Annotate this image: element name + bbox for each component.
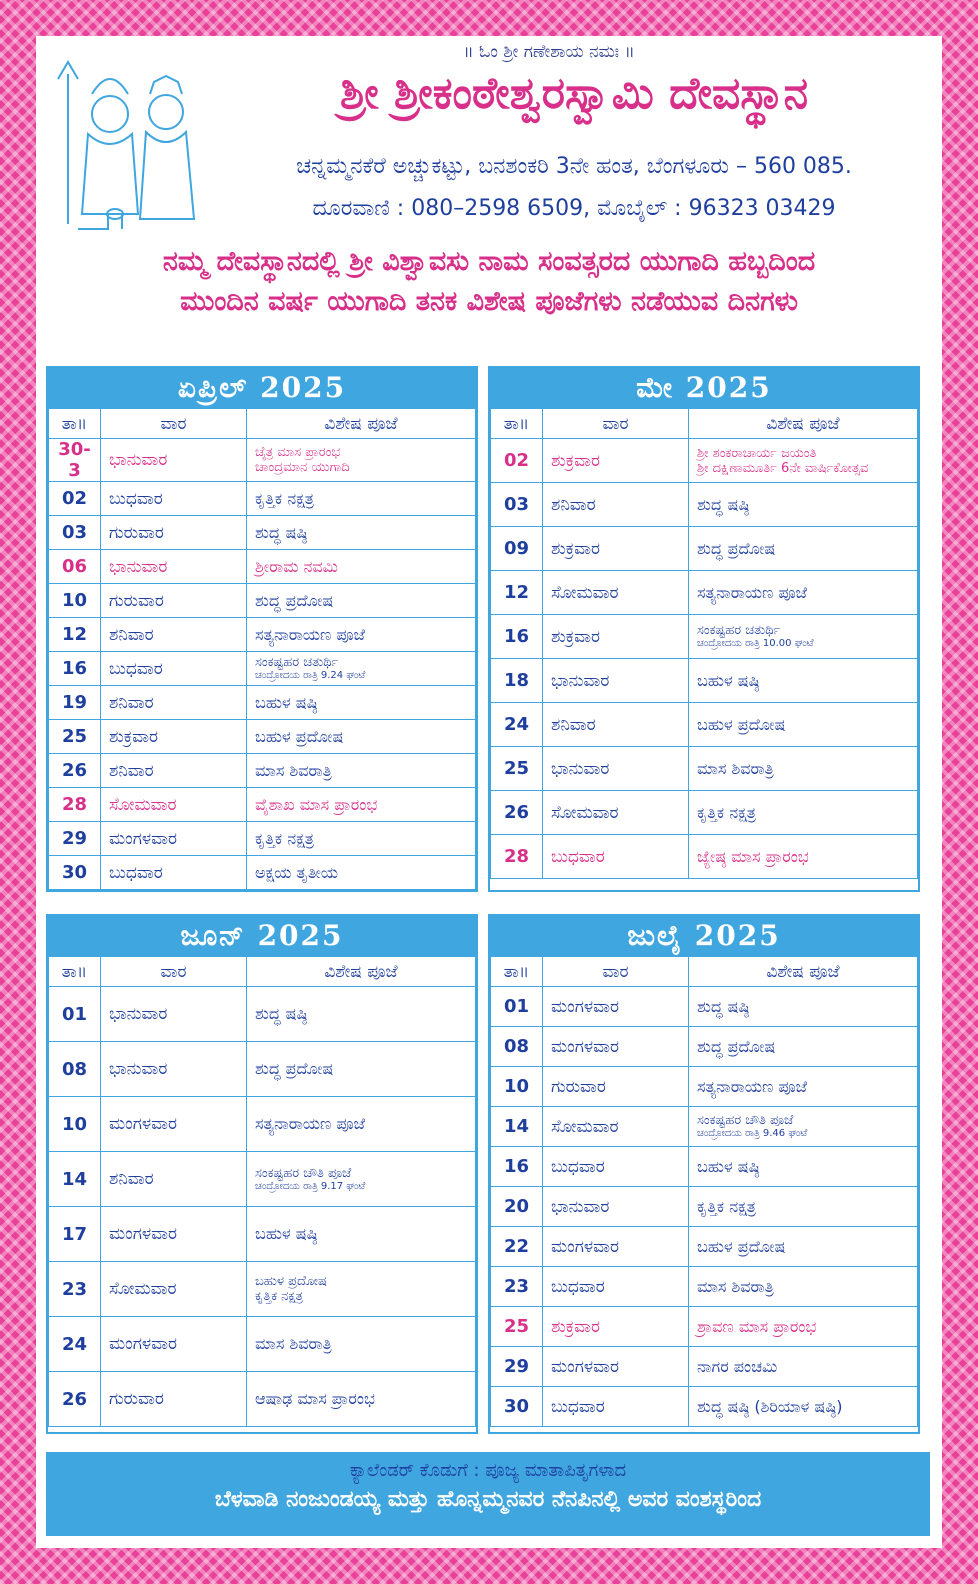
- row-day: ಭಾನುವಾರ: [543, 659, 689, 703]
- row-day: ಭಾನುವಾರ: [543, 1187, 689, 1227]
- row-puja: [247, 1317, 476, 1372]
- row-puja: [247, 822, 476, 856]
- table-row: [491, 1227, 918, 1267]
- row-date: 17: [49, 1207, 101, 1262]
- column-date: ತಾ॥: [49, 409, 101, 439]
- month-title: ಜುಲೈ 2025: [490, 916, 918, 956]
- puja-name: ಶುದ್ಧ ಪ್ರದೋಷ: [697, 1036, 776, 1056]
- row-puja: [689, 439, 918, 483]
- row-day: ಶುಕ್ರವಾರ: [543, 615, 689, 659]
- row-date: 03: [491, 483, 543, 527]
- table-row: [49, 788, 476, 822]
- puja-name: ಸತ್ಯನಾರಾಯಣ ಪೂಜೆ: [697, 1076, 808, 1096]
- month-title: ಏಪ್ರಿಲ್ 2025: [48, 368, 476, 408]
- puja-name: ಬಹುಳ ಷಷ್ಠಿ: [697, 1156, 760, 1176]
- puja-name: ಸತ್ಯನಾರಾಯಣ ಪೂಜೆ: [697, 582, 808, 602]
- table-row: [491, 1187, 918, 1227]
- table-row: [49, 652, 476, 686]
- row-date: 12: [49, 618, 101, 652]
- row-puja: [247, 856, 476, 890]
- row-puja: [247, 550, 476, 584]
- table-row: [491, 1027, 918, 1067]
- row-puja: [689, 483, 918, 527]
- row-day: ಬುಧವಾರ: [101, 652, 247, 686]
- row-puja: [247, 516, 476, 550]
- puja-name: ಶುದ್ಧ ಪ್ರದೋಷ: [255, 1059, 334, 1078]
- column-date: ತಾ॥: [491, 957, 543, 987]
- table-row: [49, 584, 476, 618]
- row-puja: [247, 1207, 476, 1262]
- row-puja: [689, 987, 918, 1027]
- table-row: [49, 1372, 476, 1427]
- table-row: [491, 527, 918, 571]
- row-day: ಭಾನುವಾರ: [101, 439, 247, 482]
- sponsor-line-1: ಕ್ಯಾಲೆಂಡರ್ ಕೊಡುಗೆ : ಪೂಜ್ಯ ಮಾತಾಪಿತೃಗಳಾದ: [349, 1460, 627, 1481]
- row-day: ಶುಕ್ರವಾರ: [543, 1307, 689, 1347]
- puja-name: ಸತ್ಯನಾರಾಯಣ ಪೂಜೆ: [255, 1114, 366, 1133]
- puja-name: ಬಹುಳ ಷಷ್ಠಿ: [255, 692, 318, 712]
- row-date: 23: [49, 1262, 101, 1317]
- row-date: 01: [49, 987, 101, 1042]
- month-june: [46, 914, 478, 1434]
- row-date: 25: [491, 1307, 543, 1347]
- puja-name: ನಾಗರ ಪಂಚಮಿ: [697, 1356, 778, 1376]
- row-date: 30: [49, 856, 101, 890]
- row-day: ಬುಧವಾರ: [543, 1267, 689, 1307]
- row-day: ಮಂಗಳವಾರ: [543, 1027, 689, 1067]
- puja-note: ಚಂದ್ರೋದಯ ರಾತ್ರಿ 9.24 ಘಂಟೆ: [255, 670, 366, 681]
- row-date: 24: [49, 1317, 101, 1372]
- table-row: [491, 1307, 918, 1347]
- puja-name: ಆಷಾಢ ಮಾಸ ಪ್ರಾರಂಭ: [255, 1389, 375, 1408]
- row-date: 10: [49, 1097, 101, 1152]
- row-day: ಶನಿವಾರ: [543, 483, 689, 527]
- month-april: [46, 366, 478, 892]
- puja-name: ಶುದ್ಧ ಷಷ್ಠಿ: [255, 522, 308, 542]
- row-date: 14: [491, 1107, 543, 1147]
- row-date: 24: [491, 703, 543, 747]
- row-date: 19: [49, 686, 101, 720]
- table-row: [49, 1317, 476, 1372]
- row-puja: [689, 791, 918, 835]
- row-day: ಬುಧವಾರ: [101, 856, 247, 890]
- table-row: [49, 439, 476, 482]
- puja-name: ಮಾಸ ಶಿವರಾತ್ರಿ: [697, 758, 774, 778]
- row-puja: [689, 1307, 918, 1347]
- row-puja: [247, 788, 476, 822]
- row-date: 29: [491, 1347, 543, 1387]
- table-row: [491, 1387, 918, 1427]
- table-row: [49, 482, 476, 516]
- table-row: [491, 835, 918, 879]
- puja-name: ಬಹುಳ ಪ್ರದೋಷ: [255, 726, 344, 746]
- table-header-row: [491, 409, 918, 439]
- row-day: ಸೋಮವಾರ: [101, 788, 247, 822]
- table-row: [491, 1067, 918, 1107]
- row-puja: [247, 1042, 476, 1097]
- puja-name: ಚೈತ್ರ ಮಾಸ ಪ್ರಾರಂಭ: [255, 445, 341, 460]
- row-day: ಬುಧವಾರ: [543, 835, 689, 879]
- table-row: [49, 618, 476, 652]
- table-row: [491, 987, 918, 1027]
- row-puja: [689, 1147, 918, 1187]
- row-date: 16: [491, 615, 543, 659]
- column-date: ತಾ॥: [491, 409, 543, 439]
- row-day: ಸೋಮವಾರ: [543, 571, 689, 615]
- row-puja: [689, 527, 918, 571]
- table-row: [49, 856, 476, 890]
- puja-note: ಚಂದ್ರೋದಯ ರಾತ್ರಿ 9.46 ಘಂಟೆ: [697, 1128, 808, 1139]
- month-title: ಮೇ 2025: [490, 368, 918, 408]
- column-puja: ವಿಶೇಷ ಪೂಜೆ: [247, 957, 476, 987]
- row-day: ಶುಕ್ರವಾರ: [101, 720, 247, 754]
- row-puja: [689, 1387, 918, 1427]
- row-date: 20: [491, 1187, 543, 1227]
- row-date: 08: [49, 1042, 101, 1097]
- puja-name: ಬಹುಳ ಷಷ್ಠಿ: [255, 1224, 318, 1243]
- row-day: ಗುರುವಾರ: [101, 516, 247, 550]
- puja-name: ಸತ್ಯನಾರಾಯಣ ಪೂಜೆ: [255, 624, 366, 644]
- row-day: ಭಾನುವಾರ: [101, 1042, 247, 1097]
- row-day: ಮಂಗಳವಾರ: [543, 1347, 689, 1387]
- row-date: 28: [49, 788, 101, 822]
- row-puja: [689, 1187, 918, 1227]
- month-may: [488, 366, 920, 892]
- row-date: 29: [49, 822, 101, 856]
- temple-address: ಚನ್ನಮ್ಮನಕೆರೆ ಅಚ್ಚುಕಟ್ಟು, ಬನಶಂಕರಿ 3ನೇ ಹಂತ, ಬೆಂಗಳೂರು – 560 085.: [296, 154, 852, 179]
- row-puja: [689, 615, 918, 659]
- table-row: [49, 1097, 476, 1152]
- row-date: 25: [491, 747, 543, 791]
- temple-phone: ದೂರವಾಣಿ : 080–2598 6509, ಮೊಬೈಲ್ : 96323 03429: [312, 196, 836, 221]
- row-date: 01: [491, 987, 543, 1027]
- table-row: [491, 571, 918, 615]
- mantra: ॥ ಓಂ ಶ್ರೀ ಗಣೇಶಾಯ ನಮಃ ॥: [463, 42, 635, 62]
- row-day: ಭಾನುವಾರ: [101, 550, 247, 584]
- column-puja: ವಿಶೇಷ ಪೂಜೆ: [247, 409, 476, 439]
- intro-line-2: ಮುಂದಿನ ವರ್ಷ ಯುಗಾದಿ ತನಕ ವಿಶೇಷ ಪೂಜೆಗಳು ನಡೆಯುವ ದಿನಗಳು: [180, 286, 798, 317]
- row-puja: [689, 1347, 918, 1387]
- row-date: 10: [49, 584, 101, 618]
- table-row: [491, 747, 918, 791]
- row-day: ಭಾನುವಾರ: [101, 987, 247, 1042]
- puja-name: ಬಹುಳ ಪ್ರದೋಷ: [697, 714, 786, 734]
- row-date: 23: [491, 1267, 543, 1307]
- row-puja: [689, 659, 918, 703]
- puja-name: ಸಂಕಷ್ಟಹರ ಚತುರ್ಥಿ: [697, 623, 781, 638]
- puja-name: ಕೃತ್ತಿಕ ನಕ್ಷತ್ರ: [697, 802, 756, 822]
- table-row: [49, 1042, 476, 1097]
- table-row: [491, 1267, 918, 1307]
- row-date: 16: [49, 652, 101, 686]
- row-day: ಮಂಗಳವಾರ: [101, 1097, 247, 1152]
- row-day: ಶನಿವಾರ: [543, 703, 689, 747]
- puja-name: ಶುದ್ಧ ಪ್ರದೋಷ: [697, 538, 776, 558]
- column-day: ವಾರ: [543, 957, 689, 987]
- row-day: ಗುರುವಾರ: [101, 584, 247, 618]
- row-puja: [247, 754, 476, 788]
- row-day: ಶುಕ್ರವಾರ: [543, 527, 689, 571]
- table-header-row: [49, 409, 476, 439]
- puja-note: ಕೃತ್ತಿಕ ನಕ್ಷತ್ರ: [255, 1289, 303, 1304]
- puja-name: ಜ್ಯೇಷ್ಠ ಮಾಸ ಪ್ರಾರಂಭ: [697, 846, 809, 866]
- table-row: [49, 1207, 476, 1262]
- table-row: [49, 1152, 476, 1207]
- row-date: 26: [491, 791, 543, 835]
- puja-name: ಶ್ರೀರಾಮ ನವಮಿ: [255, 556, 338, 576]
- puja-name: ಮಾಸ ಶಿವರಾತ್ರಿ: [697, 1276, 774, 1296]
- row-puja: [689, 1107, 918, 1147]
- table-row: [491, 703, 918, 747]
- row-day: ಶನಿವಾರ: [101, 754, 247, 788]
- table-row: [49, 754, 476, 788]
- row-date: 09: [491, 527, 543, 571]
- row-date: 30: [491, 1387, 543, 1427]
- puja-name: ಬಹುಳ ಷಷ್ಠಿ: [697, 670, 760, 690]
- row-day: ಗುರುವಾರ: [543, 1067, 689, 1107]
- column-day: ವಾರ: [101, 409, 247, 439]
- puja-name: ಶುದ್ಧ ಷಷ್ಠಿ: [255, 1004, 308, 1023]
- row-puja: [689, 571, 918, 615]
- row-day: ಮಂಗಳವಾರ: [543, 1227, 689, 1267]
- puja-table: [48, 956, 476, 1427]
- month-july: [488, 914, 920, 1434]
- puja-name: ಶ್ರಾವಣ ಮಾಸ ಪ್ರಾರಂಭ: [697, 1316, 817, 1336]
- row-day: ಶುಕ್ರವಾರ: [543, 439, 689, 483]
- puja-name: ಕೃತ್ತಿಕ ನಕ್ಷತ್ರ: [255, 488, 314, 508]
- row-puja: [689, 1067, 918, 1107]
- row-day: ಶನಿವಾರ: [101, 686, 247, 720]
- row-day: ಶನಿವಾರ: [101, 1152, 247, 1207]
- table-row: [49, 1262, 476, 1317]
- row-puja: [247, 618, 476, 652]
- row-date: 26: [49, 1372, 101, 1427]
- puja-note: ಚಾಂದ್ರಮಾನ ಯುಗಾದಿ: [255, 460, 350, 475]
- row-date: 18: [491, 659, 543, 703]
- puja-name: ಬಹುಳ ಪ್ರದೋಷ: [255, 1274, 327, 1289]
- table-row: [491, 1107, 918, 1147]
- puja-name: ಕೃತ್ತಿಕ ನಕ್ಷತ್ರ: [255, 828, 314, 848]
- row-date: 02: [491, 439, 543, 483]
- puja-name: ಶುದ್ಧ ಷಷ್ಠಿ (ಶಿರಿಯಾಳ ಷಷ್ಠಿ): [697, 1396, 843, 1416]
- row-day: ಮಂಗಳವಾರ: [101, 822, 247, 856]
- row-puja: [247, 1372, 476, 1427]
- row-day: ಶನಿವಾರ: [101, 618, 247, 652]
- row-date: 28: [491, 835, 543, 879]
- row-date: 02: [49, 482, 101, 516]
- row-date: 03: [49, 516, 101, 550]
- row-date: 12: [491, 571, 543, 615]
- table-row: [491, 1147, 918, 1187]
- row-puja: [689, 1267, 918, 1307]
- table-header-row: [491, 957, 918, 987]
- row-day: ಸೋಮವಾರ: [543, 1107, 689, 1147]
- puja-name: ಶ್ರೀ ಶಂಕರಾಚಾರ್ಯ ಜಯಂತಿ: [697, 445, 817, 461]
- row-puja: [689, 1227, 918, 1267]
- row-day: ಮಂಗಳವಾರ: [543, 987, 689, 1027]
- row-date: 06: [49, 550, 101, 584]
- row-day: ಬುಧವಾರ: [543, 1387, 689, 1427]
- puja-name: ಸಂಕಷ್ಟಹರ ಚತುರ್ಥಿ: [255, 655, 339, 670]
- calendar-content: [36, 36, 942, 1548]
- row-puja: [247, 439, 476, 482]
- row-date: 30-3: [49, 439, 101, 482]
- table-row: [491, 659, 918, 703]
- row-date: 22: [491, 1227, 543, 1267]
- row-puja: [247, 652, 476, 686]
- month-title: ಜೂನ್ 2025: [48, 916, 476, 956]
- puja-name: ಸಂಕಷ್ಟಹರ ಚೌತಿ ಪೂಜೆ: [697, 1113, 794, 1128]
- table-row: [49, 987, 476, 1042]
- row-day: ಸೋಮವಾರ: [543, 791, 689, 835]
- row-puja: [689, 835, 918, 879]
- sponsor-footer: [46, 1452, 930, 1536]
- sponsor-line-2: ಬೆಳವಾಡಿ ನಂಜುಂಡಯ್ಯ ಮತ್ತು ಹೊನ್ನಮ್ಮನವರ ನೆನಪಿನಲ್ಲಿ ಅವರ ವಂಶಸ್ಥರಿಂದ: [214, 1487, 762, 1512]
- intro-line-1: ನಮ್ಮ ದೇವಸ್ಥಾನದಲ್ಲಿ ಶ್ರೀ ವಿಶ್ವಾವಸು ನಾಮ ಸಂವತ್ಸರದ ಯುಗಾದಿ ಹಬ್ಬದಿಂದ: [162, 246, 816, 277]
- row-date: 25: [49, 720, 101, 754]
- table-row: [49, 822, 476, 856]
- puja-note: ಶ್ರೀ ದಕ್ಷಿಣಾಮೂರ್ತಿ 6ನೇ ವಾರ್ಷಿಕೋತ್ಸವ: [697, 460, 869, 476]
- row-puja: [247, 1097, 476, 1152]
- puja-name: ಶುದ್ಧ ಷಷ್ಠಿ: [697, 494, 750, 514]
- puja-name: ಬಹುಳ ಪ್ರದೋಷ: [697, 1236, 786, 1256]
- puja-note: ಚಂದ್ರೋದಯ ರಾತ್ರಿ 10.00 ಘಂಟೆ: [697, 638, 814, 649]
- table-row: [49, 516, 476, 550]
- puja-table: [490, 408, 918, 879]
- row-puja: [247, 482, 476, 516]
- column-puja: ವಿಶೇಷ ಪೂಜೆ: [689, 409, 918, 439]
- column-day: ವಾರ: [101, 957, 247, 987]
- column-puja: ವಿಶೇಷ ಪೂಜೆ: [689, 957, 918, 987]
- table-row: [491, 483, 918, 527]
- row-puja: [247, 686, 476, 720]
- row-day: ಸೋಮವಾರ: [101, 1262, 247, 1317]
- row-puja: [689, 747, 918, 791]
- puja-name: ಶುದ್ಧ ಷಷ್ಠಿ: [697, 996, 750, 1016]
- puja-name: ಸಂಕಷ್ಟಹರ ಚೌತಿ ಪೂಜೆ: [255, 1165, 352, 1181]
- row-date: 10: [491, 1067, 543, 1107]
- row-puja: [247, 987, 476, 1042]
- row-day: ಮಂಗಳವಾರ: [101, 1317, 247, 1372]
- row-puja: [247, 720, 476, 754]
- row-date: 16: [491, 1147, 543, 1187]
- row-puja: [689, 703, 918, 747]
- table-header-row: [49, 957, 476, 987]
- row-day: ಬುಧವಾರ: [101, 482, 247, 516]
- row-puja: [247, 1262, 476, 1317]
- row-date: 08: [491, 1027, 543, 1067]
- row-puja: [689, 1027, 918, 1067]
- puja-name: ಶುದ್ಧ ಪ್ರದೋಷ: [255, 590, 334, 610]
- row-puja: [247, 1152, 476, 1207]
- row-day: ಮಂಗಳವಾರ: [101, 1207, 247, 1262]
- row-day: ಗುರುವಾರ: [101, 1372, 247, 1427]
- row-day: ಬುಧವಾರ: [543, 1147, 689, 1187]
- puja-name: ಮಾಸ ಶಿವರಾತ್ರಿ: [255, 1334, 332, 1353]
- puja-table: [48, 408, 476, 890]
- column-day: ವಾರ: [543, 409, 689, 439]
- table-row: [491, 1347, 918, 1387]
- table-row: [49, 550, 476, 584]
- puja-note: ಚಂದ್ರೋದಯ ರಾತ್ರಿ 9.17 ಘಂಟೆ: [255, 1180, 366, 1192]
- table-row: [49, 686, 476, 720]
- puja-name: ಮಾಸ ಶಿವರಾತ್ರಿ: [255, 760, 332, 780]
- table-row: [491, 439, 918, 483]
- puja-table: [490, 956, 918, 1427]
- puja-name: ಅಕ್ಷಯ ತೃತೀಯ: [255, 862, 339, 882]
- row-date: 14: [49, 1152, 101, 1207]
- column-date: ತಾ॥: [49, 957, 101, 987]
- table-row: [491, 791, 918, 835]
- row-puja: [247, 584, 476, 618]
- table-row: [49, 720, 476, 754]
- temple-name: ಶ್ರೀ ಶ್ರೀಕಂಠೇಶ್ವರಸ್ವಾಮಿ ದೇವಸ್ಥಾನ: [339, 68, 809, 119]
- row-date: 26: [49, 754, 101, 788]
- row-day: ಭಾನುವಾರ: [543, 747, 689, 791]
- puja-name: ವೈಶಾಖ ಮಾಸ ಪ್ರಾರಂಭ: [255, 794, 378, 814]
- table-row: [491, 615, 918, 659]
- puja-name: ಕೃತ್ತಿಕ ನಕ್ಷತ್ರ: [697, 1196, 756, 1216]
